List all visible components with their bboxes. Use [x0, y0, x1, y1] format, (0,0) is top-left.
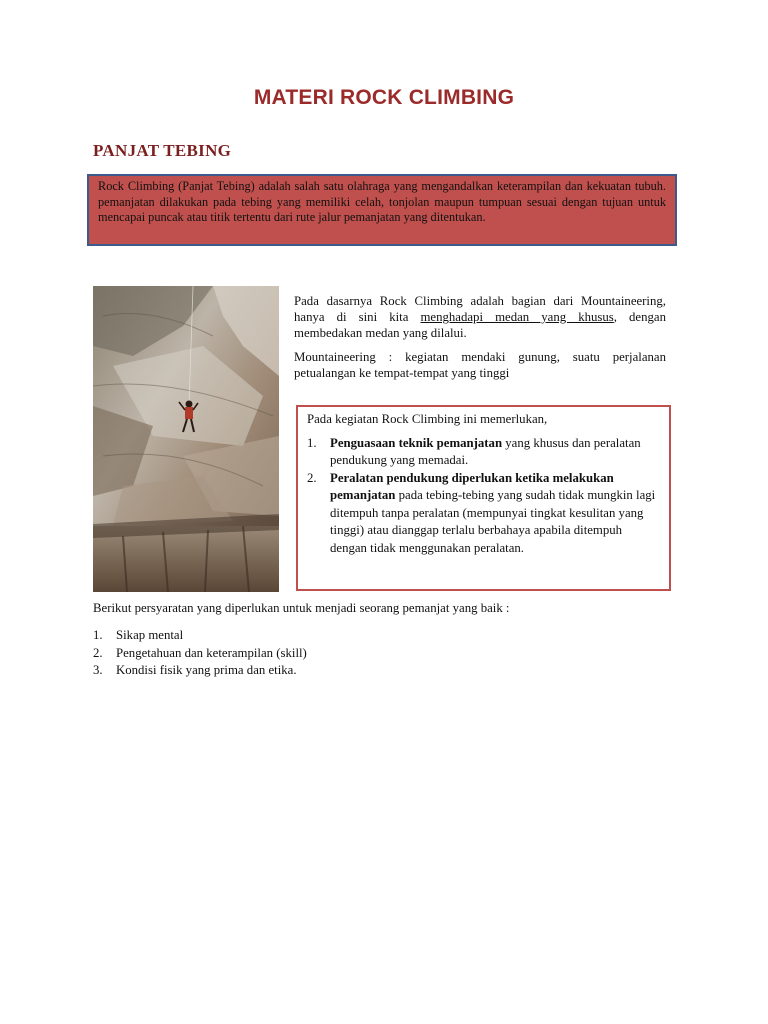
intro-text [294, 293, 666, 389]
definition-text: Rock Climbing (Panjat Tebing) adalah salah satu olahraga yang mengandalkan keterampilan dan kekuatan tubuh. pemanjatan dilakukan pada tebing yang memiliki celah, tonjolan maupun tumpuan sesuai dengan tujuan untuk mencapai puncak atau titik tertentu dari rute jalur pemanjatan yang ditentukan. [98, 179, 666, 224]
rock-climbing-photo [93, 286, 279, 592]
list-item: 2. Pengetahuan dan keterampilan (skill) [93, 645, 307, 660]
climber-requirements-list [93, 627, 307, 680]
requirements-list [307, 435, 659, 558]
requirements-lead: Pada kegiatan Rock Climbing ini memerlukan, [307, 412, 548, 426]
list-item: 2. Peralatan pendukung diperlukan ketika melakukan pemanjatan pada tebing-tebing yang sudah tidak mungkin lagi ditempuh tanpa peralatan (mempunyai tingkat kesulitan yang tinggi) atau dianggap terlalu berbahaya apabila ditempuh dengan tidak menggunakan peralatan. [307, 470, 656, 555]
intro-paragraph-1: Pada dasarnya Rock Climbing adalah bagian dari Mountaineering, hanya di sini kita menghadapi medan yang khusus, dengan membedakan medan yang dilalui. [294, 294, 666, 340]
underlined-phrase: menghadapi medan yang khusus [420, 310, 614, 324]
requirements-box [296, 405, 671, 591]
page-title: MATERI ROCK CLIMBING [253, 86, 515, 109]
intro-paragraph-2: Mountaineering : kegiatan mendaki gunung, suatu perjalanan petualangan ke tempat-tempat yang tinggi [294, 350, 666, 380]
list-item: 1. Sikap mental [93, 628, 184, 642]
list-item: 1. Penguasaan teknik pemanjatan yang khusus dan peralatan pendukung yang memadai. [307, 435, 641, 467]
definition-box [87, 174, 677, 246]
climber-requirements-intro: Berikut persyaratan yang diperlukan untuk menjadi seorang pemanjat yang baik : [93, 601, 510, 615]
list-item: 3. Kondisi fisik yang prima dan etika. [93, 663, 297, 677]
section-heading: PANJAT TEBING [93, 141, 232, 160]
